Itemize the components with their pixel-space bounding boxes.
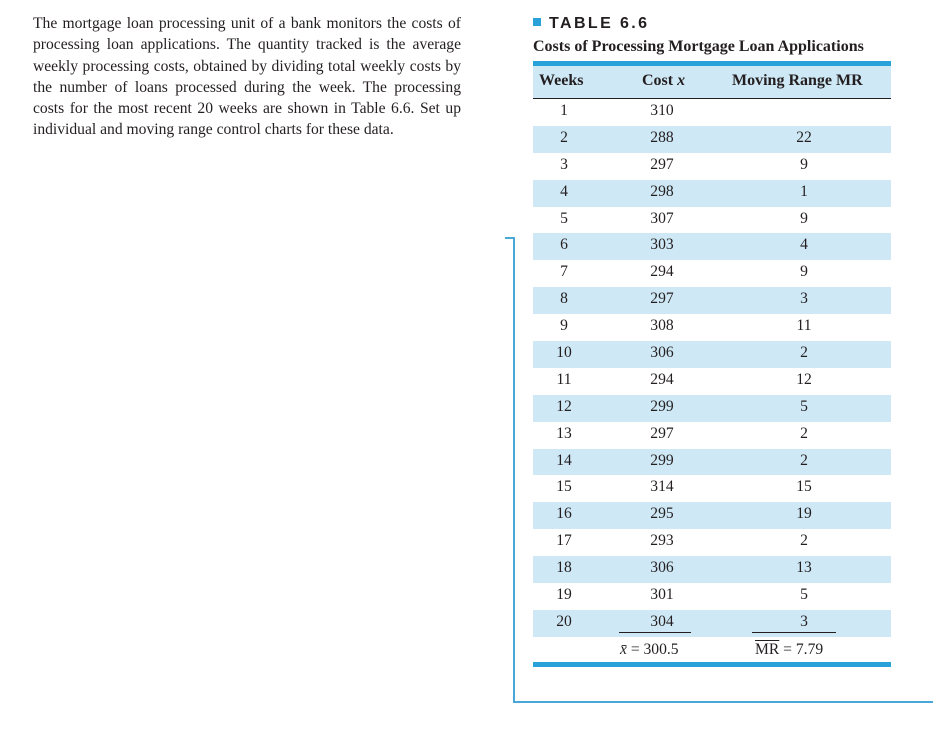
table-row — [533, 233, 891, 260]
header-weeks: Weeks — [539, 72, 584, 89]
cell-cost: 310 — [650, 102, 674, 119]
cell-week: 19 — [556, 586, 572, 604]
table-row — [533, 583, 891, 610]
cell-cost: 306 — [650, 559, 674, 577]
cell-cost: 294 — [650, 263, 674, 281]
problem-text: The mortgage loan processing unit of a bank monitors the costs of processing loan applications. The quantity tracked is the average weekly processing costs, obtained by dividing total weekly costs by the number of loans processed during the week. The processing costs for the most recent 20 weeks are shown in Table 6.6. Set up individual and moving range control charts for these data. — [33, 15, 461, 139]
cell-cost: 306 — [650, 344, 674, 362]
cell-cost: 294 — [650, 370, 674, 388]
header-cost-label: Cost — [642, 72, 678, 89]
cell-week: 13 — [556, 424, 572, 442]
header-cost-variable: x — [677, 72, 686, 89]
table-bottom-rule — [533, 662, 891, 667]
cell-cost: 303 — [650, 236, 674, 254]
cell-moving-range: 3 — [800, 290, 808, 308]
cell-moving-range: 1 — [800, 182, 808, 200]
table-row — [533, 153, 891, 180]
cell-cost: 299 — [650, 397, 674, 415]
table-caption: Costs of Processing Mortgage Loan Applications — [533, 38, 864, 55]
mr-sum-line — [752, 632, 836, 633]
cell-week: 18 — [556, 559, 572, 577]
cell-week: 5 — [560, 209, 568, 227]
cell-moving-range: 2 — [800, 424, 808, 442]
cell-cost: 299 — [650, 451, 674, 469]
cell-cost: 307 — [650, 209, 674, 227]
mrbar-symbol: $\overline{MR}$ — [755, 641, 780, 658]
table-body — [533, 99, 891, 637]
cell-moving-range: 4 — [800, 236, 808, 254]
cell-moving-range: 2 — [800, 451, 808, 469]
mr-mean-summary — [755, 641, 823, 659]
cell-moving-range: 5 — [800, 397, 808, 415]
xbar-symbol: x̄ — [620, 641, 627, 658]
cell-moving-range: 5 — [800, 586, 808, 604]
cell-week: 16 — [556, 505, 572, 523]
cell-cost: 297 — [650, 155, 674, 173]
cell-week: 4 — [560, 182, 568, 200]
cell-week: 9 — [560, 317, 568, 335]
cell-moving-range: 19 — [796, 505, 812, 523]
table-row — [533, 341, 891, 368]
table-row — [533, 180, 891, 207]
mrbar-value: = 7.79 — [779, 641, 824, 658]
table-row — [533, 287, 891, 314]
table-row — [533, 99, 891, 126]
cell-week: 11 — [556, 370, 572, 388]
table-row — [533, 314, 891, 341]
cell-moving-range: 9 — [800, 263, 808, 281]
cell-week: 1 — [560, 102, 568, 119]
cell-cost: 288 — [650, 128, 674, 146]
cell-week: 8 — [560, 290, 568, 308]
cell-moving-range: 22 — [796, 128, 812, 146]
cell-week: 3 — [560, 155, 568, 173]
cell-week: 6 — [560, 236, 568, 254]
table-row — [533, 368, 891, 395]
cell-moving-range: 9 — [800, 155, 808, 173]
margin-bracket-bottom — [513, 701, 933, 703]
cell-moving-range: 9 — [800, 209, 808, 227]
table-row — [533, 475, 891, 502]
cell-cost: 298 — [650, 182, 674, 200]
xbar-value: = 300.5 — [626, 641, 679, 658]
table-row — [533, 126, 891, 153]
cell-cost: 297 — [650, 424, 674, 442]
header-cost — [642, 72, 685, 90]
cell-cost: 308 — [650, 317, 674, 335]
cell-week: 2 — [560, 128, 568, 146]
table-marker-square-icon — [533, 18, 541, 26]
cell-moving-range: 2 — [800, 532, 808, 550]
cell-cost: 301 — [650, 586, 674, 604]
table-row — [533, 395, 891, 422]
cell-cost: 293 — [650, 532, 674, 550]
cell-week: 12 — [556, 397, 572, 415]
cell-week: 10 — [556, 344, 572, 362]
cell-week: 15 — [556, 478, 572, 496]
cell-cost: 295 — [650, 505, 674, 523]
cell-moving-range: 13 — [796, 559, 812, 577]
table-row — [533, 502, 891, 529]
table-row — [533, 422, 891, 449]
cell-moving-range: 12 — [796, 370, 812, 388]
cell-moving-range: 2 — [800, 344, 808, 362]
cell-week: 7 — [560, 263, 568, 281]
table-row — [533, 449, 891, 476]
table-number: TABLE 6.6 — [549, 15, 650, 32]
cell-moving-range: 3 — [800, 612, 808, 630]
cell-moving-range: 11 — [796, 317, 812, 335]
cell-cost: 314 — [650, 478, 674, 496]
cost-mean-summary — [620, 641, 679, 659]
table-row — [533, 529, 891, 556]
cost-sum-line — [619, 632, 691, 633]
table-row — [533, 610, 891, 637]
cell-cost: 297 — [650, 290, 674, 308]
table-label — [533, 14, 649, 34]
table-row — [533, 207, 891, 234]
cell-cost: 304 — [650, 612, 674, 630]
table-row — [533, 556, 891, 583]
table-row — [533, 260, 891, 287]
header-moving-range: Moving Range MR — [732, 72, 863, 89]
cell-week: 20 — [556, 612, 572, 630]
table-header-row — [533, 66, 891, 98]
cell-week: 17 — [556, 532, 572, 550]
margin-bracket-vertical — [513, 237, 515, 703]
cell-week: 14 — [556, 451, 572, 469]
cell-moving-range: 15 — [796, 478, 812, 496]
